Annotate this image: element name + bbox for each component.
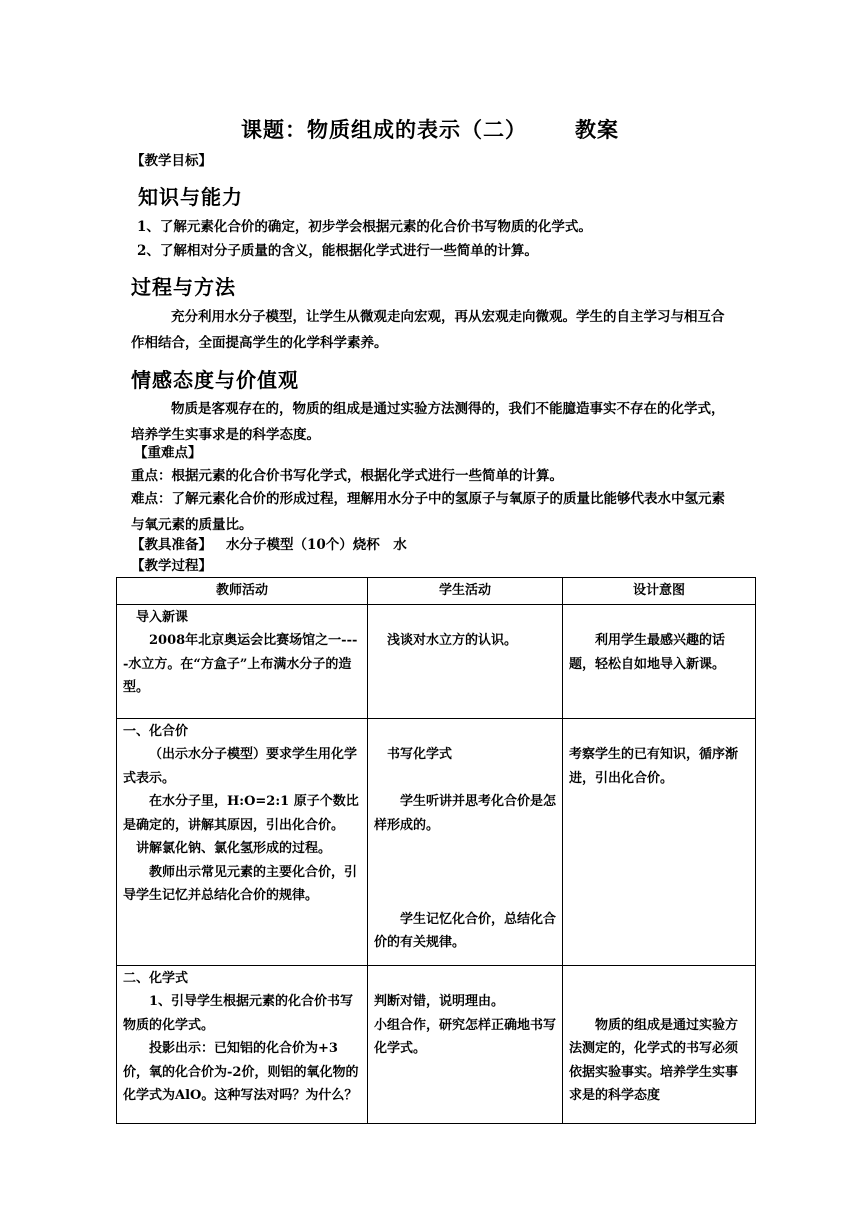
- table-row: [117, 604, 756, 718]
- materials-label: 【教具准备】: [131, 537, 212, 553]
- student-cell: [368, 604, 563, 718]
- page-title: [0, 114, 860, 144]
- teacher-cell: [117, 604, 368, 718]
- difficulty-text: 难点：了解元素化合价的形成过程，理解用水分子中的氢原子与氧原子的质量比能够代表水中氢元素与氧元素的质量比。: [131, 491, 725, 533]
- key-points-label: 【重难点】: [134, 445, 202, 461]
- row2-student-3: 学生记忆化合价，总结化合价的有关规律。: [374, 911, 557, 950]
- process-label: 【教学过程】: [131, 558, 212, 574]
- teaching-process-table: [116, 577, 756, 1124]
- table-header-row: [117, 578, 756, 605]
- row2-teacher-2: （出示水分子模型）要求学生用化学式表示。: [123, 747, 358, 786]
- row1-teacher-2: 2008年北京奥运会比赛场馆之一----水立方。在“方盒子”上布满水分子的造型。: [123, 633, 358, 695]
- student-cell: [368, 718, 563, 965]
- process-text: 充分利用水分子模型，让学生从微观走向宏观，再从宏观走向微观。学生的自主学习与相互合作相结合，全面提高学生的化学科学素养。: [131, 309, 725, 351]
- design-cell: [563, 604, 756, 718]
- row2-student-1: 书写化学式: [387, 747, 453, 762]
- row2-teacher-1: 一、化合价: [123, 723, 189, 739]
- knowledge-item-1: 1、了解元素化合价的确定，初步学会根据元素的化合价书写物质的化学式。: [137, 219, 592, 235]
- goals-label: 【教学目标】: [131, 153, 212, 169]
- row1-teacher-1: 导入新课: [136, 609, 189, 625]
- title-main: 课题：物质组成的表示（二）: [241, 117, 527, 142]
- process-heading: 过程与方法: [131, 275, 236, 299]
- row3-student-1: 判断对错，说明理由。: [374, 994, 505, 1009]
- knowledge-heading: 知识与能力: [138, 185, 243, 209]
- title-suffix: 教案: [575, 117, 619, 142]
- attitude-heading: 情感态度与价值观: [131, 368, 299, 392]
- knowledge-item-2: 2、了解相对分子质量的含义，能根据化学式进行一些简单的计算。: [137, 243, 538, 259]
- row3-teacher-3: 投影出示：已知铝的化合价为+3价，氧的化合价为-2价，则铝的氧化物的化学式为AlO。这种写法对吗？为什么？: [123, 1041, 359, 1103]
- header-design: 设计意图: [563, 578, 756, 605]
- row2-teacher-3: 在水分子里，H:O=2:1 原子个数比是确定的，讲解其原因，引出化合价。: [123, 794, 359, 833]
- header-teacher: 教师活动: [117, 578, 368, 605]
- design-cell: [563, 718, 756, 965]
- focus-text: 重点：根据元素的化合价书写化学式，根据化学式进行一些简单的计算。: [131, 468, 563, 484]
- materials-items: 水分子模型（10个）烧杯 水: [226, 537, 407, 553]
- attitude-text: 物质是客观存在的，物质的组成是通过实验方法测得的，我们不能臆造事实不存在的化学式，培养学生实事求是的科学态度。: [131, 401, 725, 443]
- teacher-cell: [117, 718, 368, 965]
- table-row: [117, 718, 756, 965]
- row3-design-1: 物质的组成是通过实验方法测定的，化学式的书写必须依据实验事实。培养学生实事求是的科学态度: [569, 1017, 739, 1103]
- teacher-cell: [117, 965, 368, 1123]
- design-cell: [563, 965, 756, 1123]
- row1-student-1: 浅谈对水立方的认识。: [387, 633, 518, 648]
- header-student: 学生活动: [368, 578, 563, 605]
- row2-design-1: 考察学生的已有知识，循序渐进，引出化合价。: [569, 747, 739, 786]
- row2-teacher-5: 教师出示常见元素的主要化合价，引导学生记忆并总结化合价的规律。: [123, 864, 358, 903]
- table-row: [117, 965, 756, 1123]
- student-cell: [368, 965, 563, 1123]
- row2-teacher-4: 讲解氯化钠、氯化氢形成的过程。: [136, 841, 332, 856]
- row2-student-2: 学生听讲并思考化合价是怎样形成的。: [374, 794, 557, 833]
- row3-teacher-1: 二、化学式: [123, 970, 189, 986]
- row3-teacher-2: 1、引导学生根据元素的化合价书写物质的化学式。: [123, 994, 354, 1033]
- row3-student-2: 小组合作，研究怎样正确地书写化学式。: [374, 1017, 557, 1056]
- row1-design-1: 利用学生最感兴趣的话题，轻松自如地导入新课。: [569, 633, 726, 672]
